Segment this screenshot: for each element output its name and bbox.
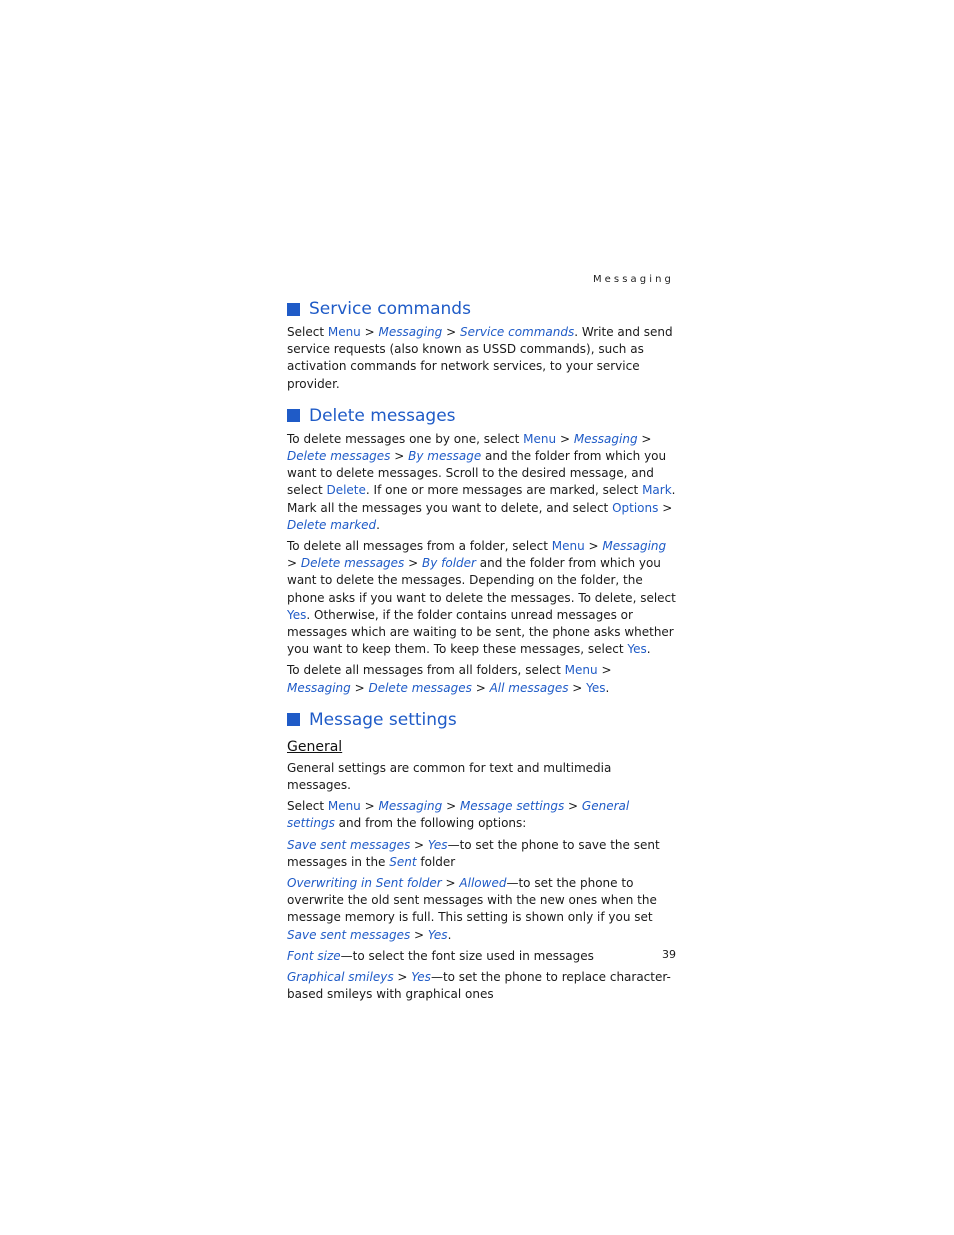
heading-square-icon xyxy=(287,303,300,316)
delete-one-by-one-paragraph: To delete messages one by one, select Menu > Messaging > Delete messages > By message and the folder from which you want to delete messages. Scroll to the desired message, and select Delete. If one or more messages are marked, select Mark. Mark all the messages you want to delete, and select Options > Delete marked. xyxy=(287,431,676,532)
heading-square-icon xyxy=(287,409,300,422)
option-font-size: Font size—to select the font size used in messages xyxy=(287,948,594,963)
heading-delete-messages: Delete messages xyxy=(287,405,679,427)
page-content xyxy=(287,298,679,1008)
general-intro: General settings are common for text and multimedia messages. xyxy=(287,760,612,793)
subheading-general: General xyxy=(287,738,343,755)
running-header: Messaging xyxy=(592,274,674,285)
heading-message-settings: Message settings xyxy=(287,709,679,731)
option-overwriting: Overwriting in Sent folder > Allowed—to set the phone to overwrite the old sent messages with the new ones when the message memory is full. This setting is shown only if you set Save sent messages > Yes. xyxy=(287,876,657,942)
heading-service-commands: Service commands xyxy=(287,298,679,320)
heading-square-icon xyxy=(287,713,300,726)
option-save-sent: Save sent messages > Yes—to set the phone to save the sent messages in the Sent folder xyxy=(287,837,660,869)
delete-folder-paragraph: To delete all messages from a folder, select Menu > Messaging > Delete messages > By folder and the folder from which you want to delete the messages. Depending on the folder, the phone asks if you want to delete the messages. To delete, select Yes. Otherwise, if the folder contains unread messages or messages which are waiting to be sent, the phone asks whether you want to keep them. To keep these messages, select Yes. xyxy=(287,539,676,657)
page-number: 39 xyxy=(662,948,676,961)
general-select-paragraph: Select Menu > Messaging > Message settings > General settings and from the following options: xyxy=(287,799,630,831)
option-graphical-smileys: Graphical smileys > Yes—to set the phone to replace character-based smileys with graphical ones xyxy=(287,970,671,1002)
delete-all-paragraph: To delete all messages from all folders, select Menu > Messaging > Delete messages > All messages > Yes. xyxy=(287,663,612,695)
service-commands-paragraph: Select Menu > Messaging > Service commands. Write and send service requests (also known as USSD commands), such as activation commands for network services, to your service provider. xyxy=(287,325,673,391)
